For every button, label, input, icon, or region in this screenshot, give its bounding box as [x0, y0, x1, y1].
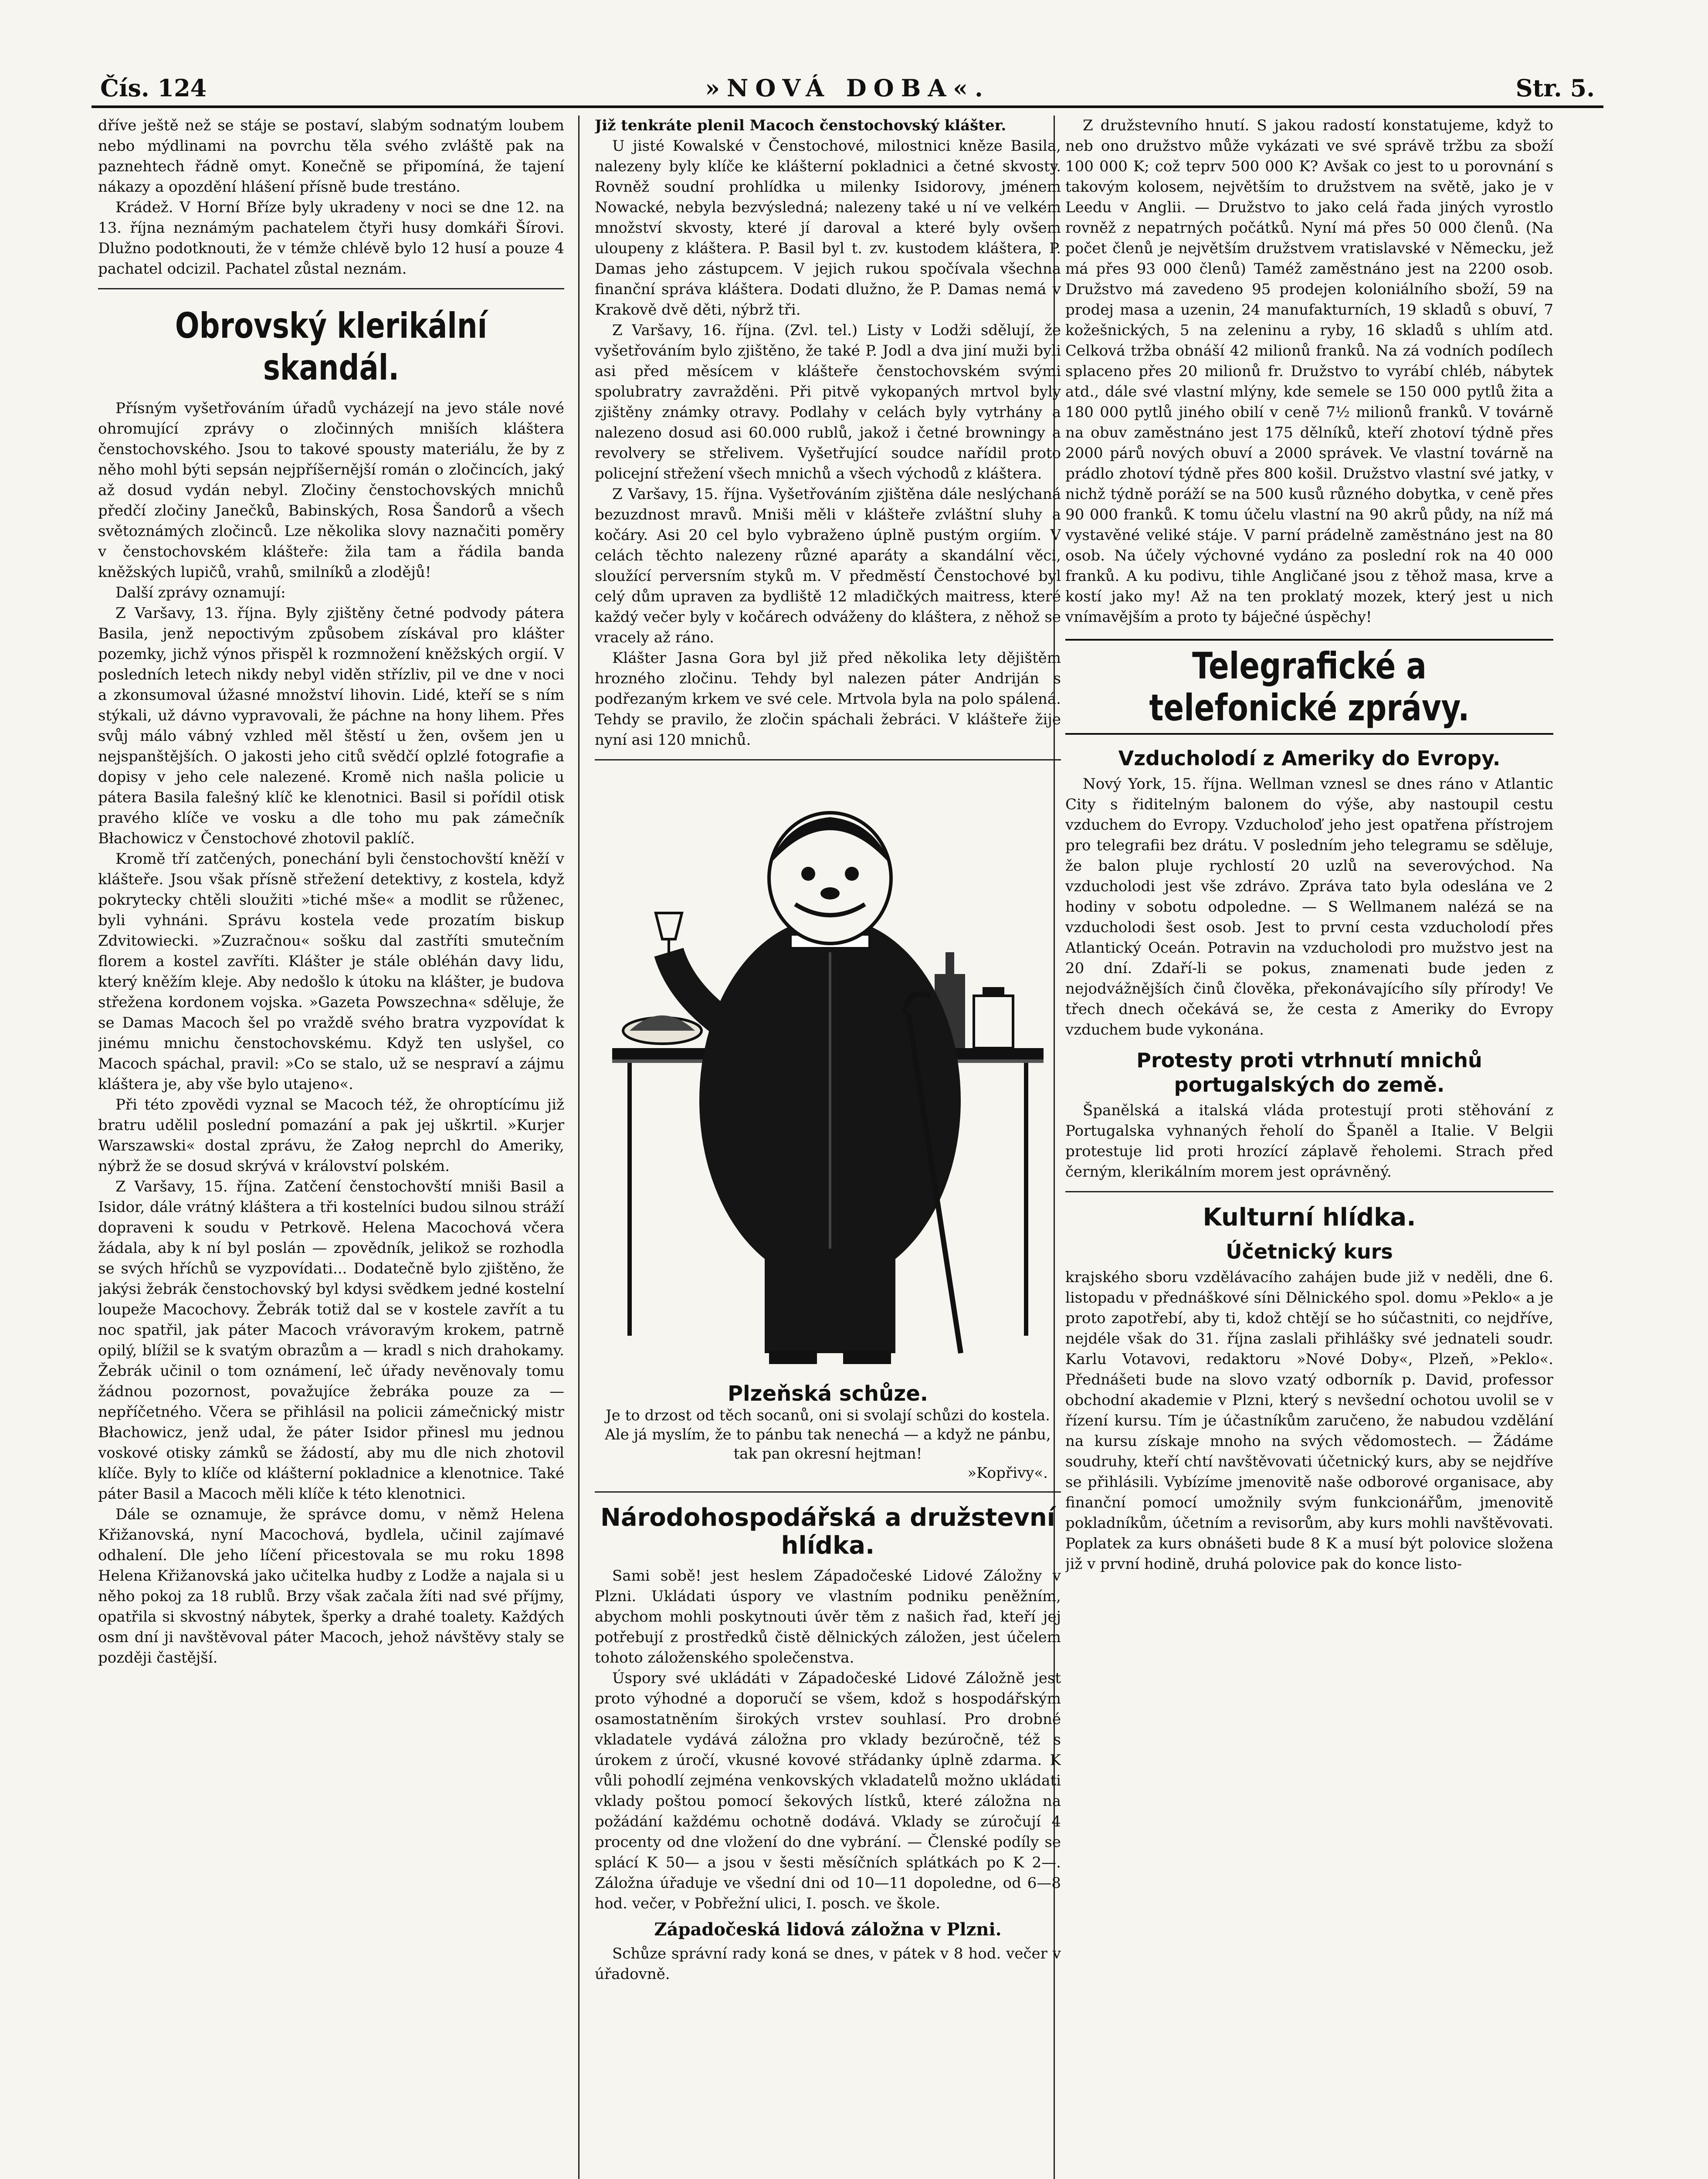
article-text: Úspory své ukládáti v Západočeské Lidové Záložně jest proto výhodné a doporučí se všem, kdož s hospodářským osamostatněním širokých vrstev souhlasí. Pro drobné vkladatele vydává záložna pro vklady bezúročně, též s úrokem z úročí, vkusné kovové střádanky úplně zdarma. K vůli pohodlí zejména venkovských vkladatelů možno ukládati vklady poštou pomocí šekových lístků, které záložna na požádání každému ochotně dodává. Vklady se zúročují 4 procenty od dne vložení do dne vybrání. — Členské podíly se splácí K 50— a jsou v šesti měsíčních splátkách po K 2—. Záložna úřaduje ve všední dni od 10—11 dopoledne, od 6—8 hod. večer, v Pobřežní ulici, I. posch. ve škole.: [595, 1670, 1061, 1912]
masthead: »NOVÁ DOBA«.: [705, 74, 990, 102]
article-text: U jisté Kowalské v Čenstochové, milostnici kněze Basila, nalezeny byly klíče ke klášterní pokladnici a četné skvosty. Rovněž soudní prohlídka u milenky Isidorovy, jménem Nowacké, nebyla bezvýsledná; nalezeny také u ní ve velkém množství skvosty, které jí daroval a které byly ovšem uloupeny z kláštera. P. Basil byl t. zv. kustodem kláštera, P. Damas jeho zástupcem. V jejich rukou spočívala všechna finanční správa kláštera. Dodati dlužno, že P. Damas nemá v Krakově dvě děti, nýbrž tři.: [595, 137, 1061, 319]
article-text: Z Varšavy, 13. října. Byly zjištěny četné podvody pátera Basila, jenž nepoctivým způsobem získával pro klášter pozemky, jichž výnos přispěl k rozmnožení kněžských orgií. V posledních letech nikdy nebyl viděn střízliv, pil ve dne v noci a zkonsumoval úžasné množství lihovin. Lidé, kteří se s ním stýkali, už dávno vypravovali, že páchne na hony lihem. Přes svůj málo vábný vzhled měl štěstí u žen, ovšem jen u nejspanštějších. O jakosti jeho citů svědčí oplzlé fotografie a dopisy v jeho cele nalezené. Kromě nich našla policie u pátera Basila falešný klíč ke klenotnici. Basil si pořídil otisk pravého klíče ve vosku a dle toho mu pak zámečník Błachowicz v Čenstochové zhotovil paklíč.: [98, 604, 564, 847]
subheading: Protesty proti vtrhnutí mnichů portugalských do země.: [1136, 1049, 1482, 1096]
article-text: Schůze správní rady koná se dnes, v pátek v 8 hod. večer v úřadovně.: [595, 1945, 1061, 1983]
article-text: Další zprávy oznamují:: [115, 584, 286, 601]
headline-box: [1065, 639, 1553, 735]
subheading: Vzducholodí z Ameriky do Evropy.: [1118, 747, 1501, 770]
cartoon-source: »Kopřivy«.: [967, 1464, 1048, 1482]
column-3: [1065, 115, 1553, 2179]
subheading: Účetnický kurs: [1226, 1240, 1393, 1263]
article-text: Již tenkráte plenil Macoch čenstochovský klášter.: [595, 117, 1006, 134]
headline-scandal: Obrovský klerikální skandál.: [175, 305, 488, 388]
cartoon-caption: [595, 1406, 1061, 1483]
article-text: Nový York, 15. října. Wellman vznesl se dnes ráno v Atlantic City s řiditelným balonem do výše, aby nastoupil cestu vzduchem do Evropy. Vzducholoď jeho jest opatřena přístrojem pro telegrafii bez drátu. V posledním jeho telegramu se sděluje, že balon pluje rychlostí 20 uzlů na severovýchod. Na vzducholodi jest vše zdrávo. Zpráva tato byla odeslána ve 2 hodiny v sobotu odpoledne. — S Wellmanem nalézá se na vzducholodi šest osob. Jest to první cesta vzducholodí přes Atlantický Oceán. Potravin na vzducholodi pro mužstvo jest na 20 dní. Zdaří-li se pokus, znamenati bude jeden z nejodvážnějších činů člověka, překonávajícího síly přírody! Ve třech dnech očekává se, že cesta z Ameriky do Evropy vzduchem bude vykonána.: [1065, 775, 1553, 1039]
subheading: Západočeská lidová záložna v Plzni.: [654, 1919, 1002, 1940]
column-divider: [578, 115, 580, 2179]
article-text: Z Varšavy, 15. října. Vyšetřováním zjištěna dále neslýchaná bezuzdnost mravů. Mniši měli v klášteře zvláštní sluhy a kočáry. Asi 20 cel bylo vybraženo úplně pustým orgiím. V celách těchto nalezeny různé aparáty a skandální věci, sloužící perversním styků m. V předměstí Čenstochové byl celý dům upraven za bydliště 12 mladičkých maitress, které každý večer byly v kočárech odváženy do kláštera, z něhož se vracely až ráno.: [595, 485, 1061, 646]
page-header: [92, 74, 1603, 108]
section-title-culture: Kulturní hlídka.: [1203, 1203, 1416, 1232]
page-number: Str. 5.: [1515, 74, 1595, 102]
section-title-economy: Národohospodářská a družstevní hlídka.: [600, 1504, 1055, 1560]
article-text: Přísným vyšetřováním úřadů vycházejí na jevo stále nové ohromující zprávy o zločinných mniších kláštera čenstochovského. Jsou to takové spousty materiálu, že by z něho mohl býti sepsán nejpříšernější román o zločincích, jaký až dosud vydán nebyl. Zločiny čenstochovských mnichů předčí zločiny Janečků, Babinských, Rosa Šandorů a všech světoznámých zločinců. Lze několika slovy naznačiti poměry v čenstochovském klášteře: žila tam a řádila banda kněžských lupičů, vrahů, smilníků a zlodějů!: [98, 400, 564, 581]
column-1: [98, 115, 564, 2179]
column-2: [595, 115, 1061, 2179]
article-text: Španělská a italská vláda protestují proti stěhování z Portugalska vyhnaných řeholí do Španěl a Italie. V Belgii protestuje lid proti hrozící záplavě řeholemi. Strach před černým, klerikálním morem jest oprávněný.: [1065, 1102, 1553, 1181]
article-text: dříve ještě než se stáje se postaví, slabým sodnatým loubem nebo mýdlinami na povrchu těla svého zvláště pak na paznehtech řádně omyt. Konečně se připomíná, že tajení nákazy a opozdění hlášení přísně bude trestáno.: [98, 117, 564, 196]
article-text: Kromě tří zatčených, ponechání byli čenstochovští kněží v klášteře. Jsou však přísně střežení detektivy, z kostela, když pokrytecky chtěli sloužiti »tiché mše« a modlit se růženec, byli vyhnáni. Správu kostela vede prozatím biskup Zdvitowiecki. »Zuzračnou« sošku dal zastříti smutečním florem a kostel zavříti. Klášter je stále obléhán davy lidu, který kněžím kleje. Aby nedošlo k útoku na klášter, je budova střežena kordonem vojska. »Gazeta Powszechna« sděluje, že se Damas Macoch šel po vraždě svého bratra vyzpovídat k jinému mnichu čenstochovskému. Když ten uslyšel, co Macoch spáchal, pravil: »Co se stalo, už se nespraví a zájmu kláštera je, aby vše bylo utajeno«.: [98, 850, 564, 1093]
section-title-telegraph: Telegrafické a telefonické zprávy.: [1149, 645, 1470, 729]
article-text: Sami sobě! jest heslem Západočeské Lidové Záložny v Plzni. Ukládati úspory ve vlastním podniku peněžním, abychom mohli poskytnouti úvěr těm z našich řad, kteří jej potřebují z prostředků čistě dělnických záložen, jest účelem tohoto záloženského společenstva.: [595, 1567, 1061, 1666]
article-text: krajského sboru vzdělávacího zahájen bude již v neděli, dne 6. listopadu v přednáškové síni Dělnického spol. domu »Peklo« a je proto zapotřebí, aby ti, kdož chtějí se ho súčastniti, co nejdříve, nejdéle však do 31. října zaslali přihlášky své jednateli soudr. Karlu Votavovi, redaktoru »Nové Doby«, Plzeň, »Peklo«. Přednášeti bude na slovo vzatý odborník p. David, professor obchodní akademie v Plzni, který s nevšední ochotou uvolil se v řízení kursu. Tím je účastníkům zaručeno, že nabudou vzdělání na kursu získaje mnoho na svých vědomostech. — Žádáme soudruhy, kteří chtí navštěvovati účetnický kurs, aby se nejdříve se přihlásili. Vybízíme jmenovitě naše odborové organisace, aby finanční pomocí umožnily svým funkcionářům, jmenovitě pokladníkům, účetním a revisorům, aby kurs mohli navštěvovati. Poplatek za kurs obnášeti bude 8 K a musí být polovice složena již v první hodině, druhá polovice pak do konce listo-: [1065, 1269, 1553, 1573]
article-text: Při této zpovědi vyznal se Macoch též, že ohroptícímu již bratru udělil poslední pomazání a pak jej uškrtil. »Kurjer Warszawski« dostal zprávu, že Załog neprchl do Ameriky, nýbrž že se dosud skrývá v království polském.: [98, 1096, 564, 1175]
cartoon-title: Plzeňská schůze.: [728, 1381, 928, 1406]
divider: [595, 759, 1061, 760]
monk-cartoon-illustration: [603, 769, 1052, 1379]
article-text: Klášter Jasna Gora byl již před několika lety dějištěm hrozného zločinu. Tehdy byl nalezen páter Andriján s podřezaným krkem ve své cele. Mrtvola byla na polo spálená. Tehdy se pravilo, že zločin spáchali žebráci. V klášteře žije nyní asi 120 mnichů.: [595, 649, 1061, 749]
divider: [98, 288, 564, 289]
article-text: Z Varšavy, 16. října. (Zvl. tel.) Listy v Lodži sdělují, že vyšetřováním bylo zjištěno, že také P. Jodl a dva jiní muži byli asi před měsícem v klášteře čenstochovském svými spolubratry zavražděni. Při pitvě vykopaných mrtvol byly zjištěny známky otravy. Podlahy v celách byly vytrhány a nalezeno dosud asi 60.000 rublů, jakož i četné browningy a revolvery se střelivem. Vyšetřující soudce nařídil proto policejní střežení všech mnichů a všech východů z kláštera.: [595, 322, 1061, 482]
article-text: Z družstevního hnutí. S jakou radostí konstatujeme, když to neb ono družstvo může vykázati ve své správě tržbu za sboží 100 000 K; což teprv 500 000 K? Avšak co jest to u porovnání s takovým kolosem, největším to družstvem na světě, jako je v Leedu v Anglii. — Družstvo to jako celá řada jiných vyrostlo rovněž z nepatrných počátků. Nyní má přes 50 000 členů. (Na počet členů je největším družstvem vratislavské v Německu, jež má přes 93 000 členů) Taméž zaměstnáno jest na 2200 osob. Družstvo má zavedeno 95 prodejen koloniálního sboží, 59 na prodej masa a uzenin, 24 manufakturních, 19 skladů s obuví, 7 kožešnických, 5 na zeleninu a ryby, 16 skladů s uhlím atd. Celková tržba obnáší 42 milionů franků. Na zá vodních podílech splaceno přes 20 milionů fr. Družstvo to vyrábí chléb, nábytek atd., dále své vlastní mlýny, kde semele se 150 000 pytlů žita a 180 000 pytlů jiného obilí v ceně 7½ milionů franků. V továrně na obuv zaměstnáno jest 175 dělníků, kteří zhotoví týdně přes 2000 párů nových obuví a 2000 správek. Ve vlastní továrně na prádlo zhotoví týdně přes 800 košil. Družstvo vlastní své jatky, v nichž týdně poráží se na 500 kusů různého dobytka, v ceně přes 90 000 franků. K tomu účelu vlastní na 90 akrů půdy, na níž má vystavěné veliké stáje. V parní prádelně zaměstnáno jest na 80 osob. Na účely výchovné vydáno za poslední rok na 40 000 franků. A ku podivu, tihle Angličané jsou z těhož masa, krve a kostí jako my! Až na ten proklatý mozek, který jest u nich vnímavějším a proto ty báječné úspěchy!: [1065, 117, 1553, 626]
issue-number: Čís. 124: [100, 74, 207, 102]
article-text: Dále se oznamuje, že správce domu, v němž Helena Křižanovská, nyní Macochová, bydlela, učinil zajímavé odhalení. Dle jeho líčení přicestovala se mu roku 1898 Helena Křižanovská jako učitelka hudby z Lodže a najala si u něho pokoj za 18 rublů. Brzy však začala žíti nad své příjmy, opatřila si skvostný nábytek, šperky a drahé toalety. Každých osm dní ji navštěvoval páter Macoch, jehož návštěvy staly se později častější.: [98, 1506, 564, 1666]
divider: [1065, 1191, 1553, 1192]
divider: [595, 1491, 1061, 1493]
article-text: Krádež. V Horní Bříze byly ukradeny v noci se dne 12. na 13. října neznámým pachatelem čtyři husy domkáři Šírovi. Dlužno podotknouti, že v témže chlévě bylo 12 husí a pouze 4 pachatel odcizil. Pachatel zůstal neznám.: [98, 199, 564, 278]
cartoon-caption-text: Je to drzost od těch socanů, oni si svolají schůzi do kostela. Ale já myslím, že to pánbu tak nenechá — a když ne pánbu, tak pan okresní hejtman!: [605, 1407, 1051, 1463]
article-text: Z Varšavy, 15. října. Zatčení čenstochovští mniši Basil a Isidor, dále vrátný kláštera a tři kostelníci budou silnou stráží dopraveni k soudu v Petrkově. Helena Macochová včera žádala, aby k ní byl poslán — zpovědník, jelikož se rozhodla se svých hříchů se vyzpovídati... Dodatečně bylo zjištěno, že jakýsi žebrák čenstochovský byl kdysi svědkem jedné kostelní loupeže Macochovy. Žebrák totiž dal se v kostele zavřít a tu noc spatřil, jak páter Macoch vrávoravým krokem, patrně opilý, blížil se k svatým obrazům a — kradl s nich drahokamy. Žebrák učinil o tom oznámení, leč úřady nevěnovaly tomu žádnou pozornost, považujíce žebráka pouze za — nepříčetného. Včera se přihlásil na policii zámečnický mistr Błachowicz, jenž udal, že páter Isidor přinesl mu jednou voskové otisky zámků se žádostí, aby mu dle nich zhotovil klíče. Byly to klíče od klášterní pokladnice a klenotnice. Také páter Basil a Macoch měli klíče k této klenotnici.: [98, 1178, 564, 1503]
